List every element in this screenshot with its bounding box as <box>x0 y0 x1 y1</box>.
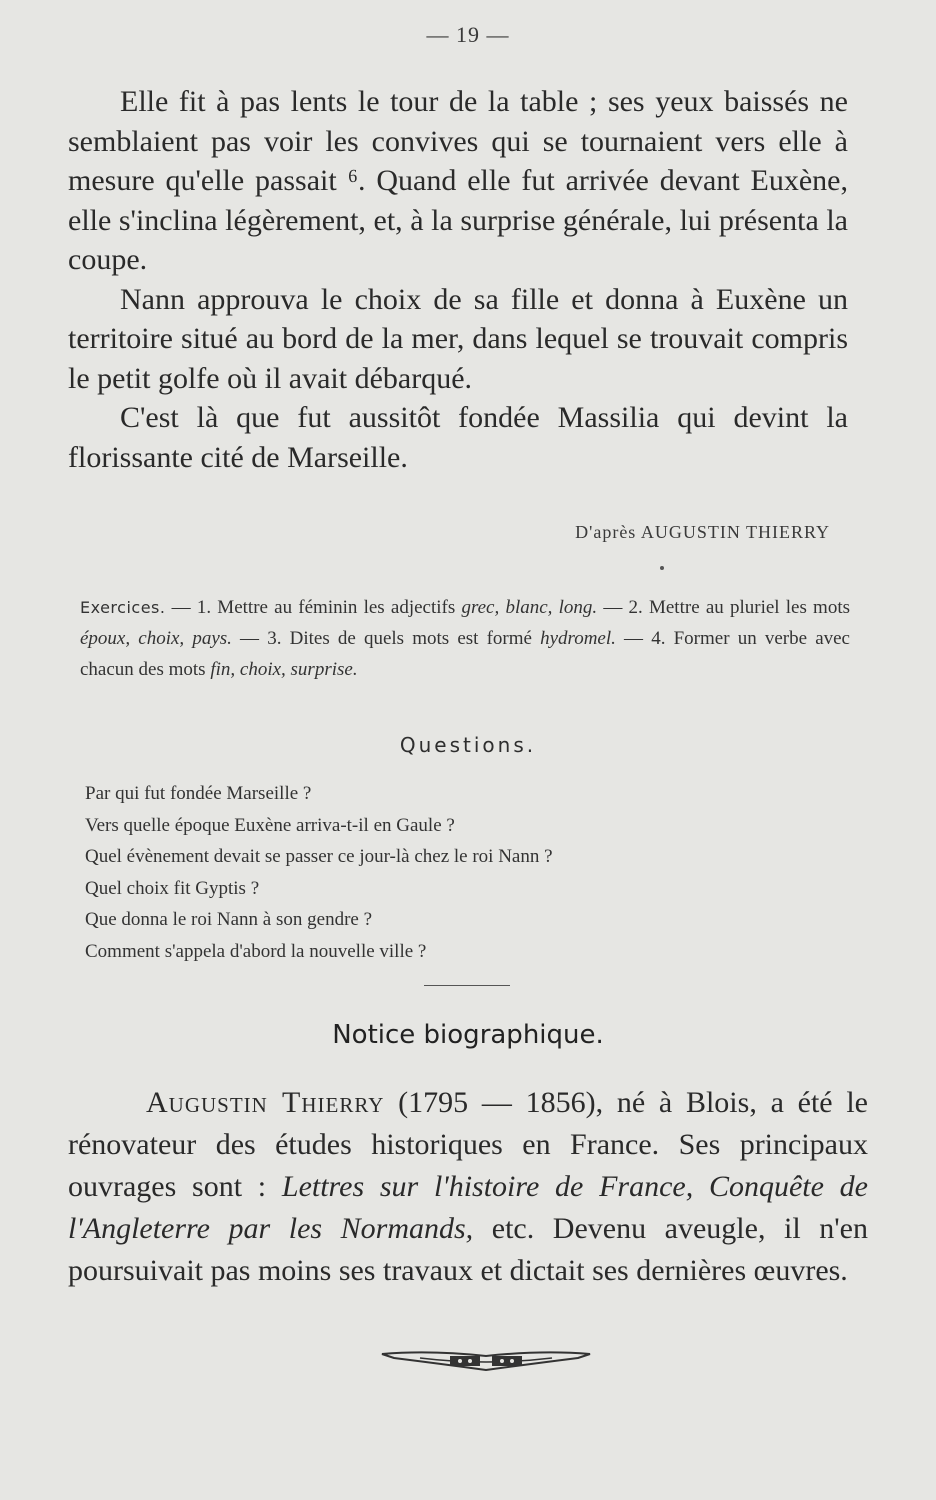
ornament-icon <box>380 1346 592 1372</box>
story-paragraph: Nann approuva le choix de sa fille et donna à Euxène un territoire situé au bord de la mer, dans lequel se trouvait compris le petit golfe où il avait débarqué. <box>68 282 848 395</box>
exercises-label: Exercices. <box>80 598 166 617</box>
question-item: Par qui fut fondée Marseille ? <box>85 783 312 804</box>
question-item: Quel évènement devait se passer ce jour-là chez le roi Nann ? <box>85 846 553 867</box>
exercise-words: hydromel. <box>540 628 616 649</box>
questions-list <box>85 778 845 967</box>
attribution: D'après AUGUSTIN THIERRY <box>575 522 830 542</box>
question-item: Quel choix fit Gyptis ? <box>85 877 260 899</box>
exercise-words: grec, blanc, long. <box>461 597 598 618</box>
notice-heading: Notice biographique. <box>332 1020 604 1050</box>
question-item: Vers quelle époque Euxène arriva-t-il en Gaule ? <box>85 814 455 836</box>
exercise-words: fin, choix, surprise. <box>210 659 358 680</box>
section-divider <box>424 985 510 986</box>
exercises-block <box>80 592 850 685</box>
exercise-words: époux, choix, pays. <box>80 628 232 649</box>
notice-body: etc. Devenu aveugle, il n'en poursuivait pas moins ses travaux et dictait ses dernières œuvres. <box>68 1212 869 1287</box>
story-text <box>68 82 848 477</box>
exercise-text: — 1. Mettre au féminin les adjectifs <box>165 597 462 618</box>
question-item: Comment s'appela d'abord la nouvelle ville ? <box>85 940 427 962</box>
author-name: Augustin Thierry <box>146 1086 385 1119</box>
notice-text <box>68 1082 868 1292</box>
exercise-text: — 3. Dites de quels mots est formé <box>231 628 541 649</box>
page-number: — 19 — <box>426 22 510 47</box>
notice-paragraph <box>68 1082 868 1292</box>
exercise-text: — 4. Former un verbe avec chacun des mots <box>80 628 850 680</box>
decorative-dot <box>660 566 664 570</box>
notice-works: Lettres sur l'histoire de France, Conquête de l'Angleterre par les Normands, <box>68 1170 868 1245</box>
story-paragraph: C'est là que fut aussitôt fondée Massilia qui devint la florissante cité de Marseille. <box>68 401 848 474</box>
notice-body: (1795 — 1856), né à Blois, a été le rénovateur des études historiques en France. Ses principaux ouvrages sont : <box>68 1086 868 1203</box>
story-paragraph: Elle fit à pas lents le tour de la table ; ses yeux baissés ne semblaient pas voir les convives qui se tournaient vers elle à mesure qu'elle passait ⁶. Quand elle fut arrivée devant Euxène, elle s'inclina légèrement, et, à la surprise générale, lui présenta la coupe. <box>68 85 848 276</box>
question-item: Que donna le roi Nann à son gendre ? <box>85 909 373 930</box>
exercise-text: — 2. Mettre au pluriel les mots <box>597 597 851 618</box>
questions-heading: Questions. <box>399 733 537 757</box>
